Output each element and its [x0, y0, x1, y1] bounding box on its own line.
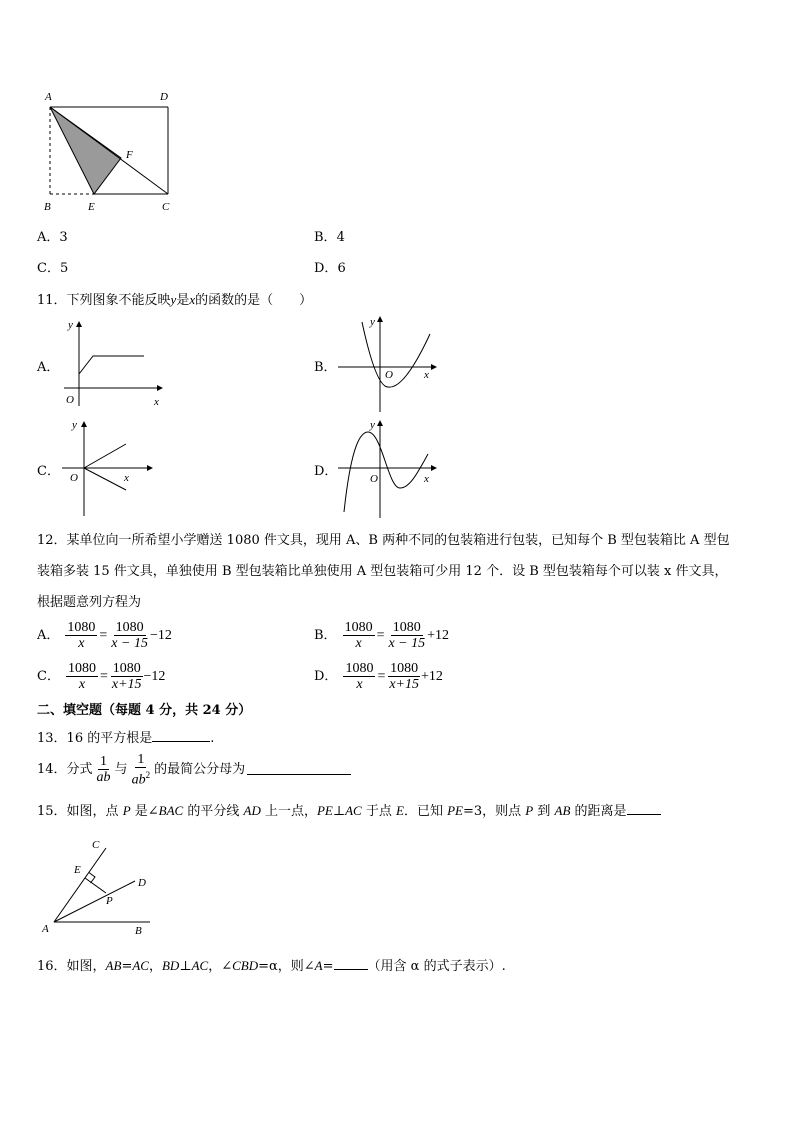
- label-e: E: [74, 864, 81, 876]
- q11-stem: 11．下列图象不能反映y是x的函数的是（ ）: [37, 292, 313, 308]
- axis-y-label: y: [68, 319, 73, 331]
- label-a: A: [42, 923, 49, 935]
- q16-stem: 16．如图，AB=AC，BD⊥AC，∠CBD=α，则∠A= （用含 α 的式子表示）.: [37, 958, 506, 974]
- label-c: C: [162, 201, 170, 213]
- label-b: B: [44, 201, 51, 213]
- origin-label: O: [385, 369, 393, 381]
- q13: 13．16 的平方根是 .: [37, 731, 215, 746]
- origin-label: O: [370, 473, 378, 485]
- q10-option-a[interactable]: A．3: [37, 230, 68, 245]
- q11-option-c-label[interactable]: C．: [37, 464, 60, 479]
- q12-option-b[interactable]: B． $\frac{1080}{x}$ = $\frac{1080}{x - 15}$ +12: [314, 620, 450, 651]
- axis-y-label: y: [72, 419, 77, 431]
- section-heading-fill-in: 二、填空题（每题 4 分，共 24 分）: [37, 703, 252, 718]
- label-d: D: [138, 877, 146, 889]
- axis-y-label: y: [370, 316, 375, 328]
- label-p: P: [106, 895, 113, 907]
- q11-graph-a[interactable]: [60, 316, 170, 408]
- axis-x-label: x: [424, 473, 429, 485]
- q11-option-b-label[interactable]: B．: [314, 360, 337, 375]
- q10-rectangle-figure: [40, 86, 190, 216]
- q12-line-1: 12．某单位向一所希望小学赠送 1080 件文具，现用 A、B 两种不同的包装箱进行包装，已知每个 B 型包装箱比 A 型包: [37, 533, 730, 548]
- q11-graph-b[interactable]: [336, 312, 446, 414]
- q10-option-b[interactable]: B．4: [314, 230, 345, 245]
- q10-option-d[interactable]: D．6: [314, 261, 346, 276]
- label-c: C: [92, 839, 100, 851]
- q12-line-2: 装箱多装 15 件文具，单独使用 B 型包装箱比单独使用 A 型包装箱可少用 12 个．设 B 型包装箱每个可以装 x 件文具，: [37, 564, 728, 579]
- label-e: E: [88, 201, 95, 213]
- q11-graph-d[interactable]: [336, 416, 446, 520]
- q14: 14．分式 $\frac{1}{ab}$ 与 $\frac{1}{ab^2}$ 的最简公分母为: [37, 752, 351, 788]
- q13-answer-blank[interactable]: [152, 741, 210, 742]
- origin-label: O: [70, 472, 78, 484]
- shaded-triangle-aef: [50, 107, 121, 194]
- label-a: A: [45, 91, 52, 103]
- q14-answer-blank[interactable]: [247, 774, 351, 775]
- label-b: B: [135, 925, 142, 937]
- q10-option-c[interactable]: C．5: [37, 261, 69, 276]
- q12-option-d[interactable]: D． $\frac{1080}{x}$ = $\frac{1080}{x+15}$ +12: [314, 661, 443, 692]
- q15-angle-bisector-figure: [38, 834, 168, 938]
- q11-graph-c[interactable]: [60, 418, 170, 518]
- q12-option-a[interactable]: A． $\frac{1080}{x}$ = $\frac{1080}{x - 15}$ −12: [37, 620, 172, 651]
- label-f: F: [126, 149, 133, 161]
- q12-line-3: 根据题意列方程为: [37, 595, 142, 610]
- q16-answer-blank[interactable]: [334, 969, 368, 970]
- q12-option-c[interactable]: C． $\frac{1080}{x}$ = $\frac{1080}{x+15}$ −12: [37, 661, 166, 692]
- axis-y-label: y: [370, 419, 375, 431]
- q11-option-d-label[interactable]: D．: [314, 464, 338, 479]
- axis-x-label: x: [154, 396, 159, 408]
- q15-answer-blank[interactable]: [627, 814, 661, 815]
- q11-option-a-label[interactable]: A．: [37, 360, 60, 375]
- origin-label: O: [66, 394, 74, 406]
- q15-stem: 15．如图，点 P 是∠BAC 的平分线 AD 上一点，PE⊥AC 于点 E．已知 PE=3，则点 P 到 AB 的距离是: [37, 803, 661, 820]
- label-d: D: [160, 91, 168, 103]
- axis-x-label: x: [124, 472, 129, 484]
- axis-x-label: x: [424, 369, 429, 381]
